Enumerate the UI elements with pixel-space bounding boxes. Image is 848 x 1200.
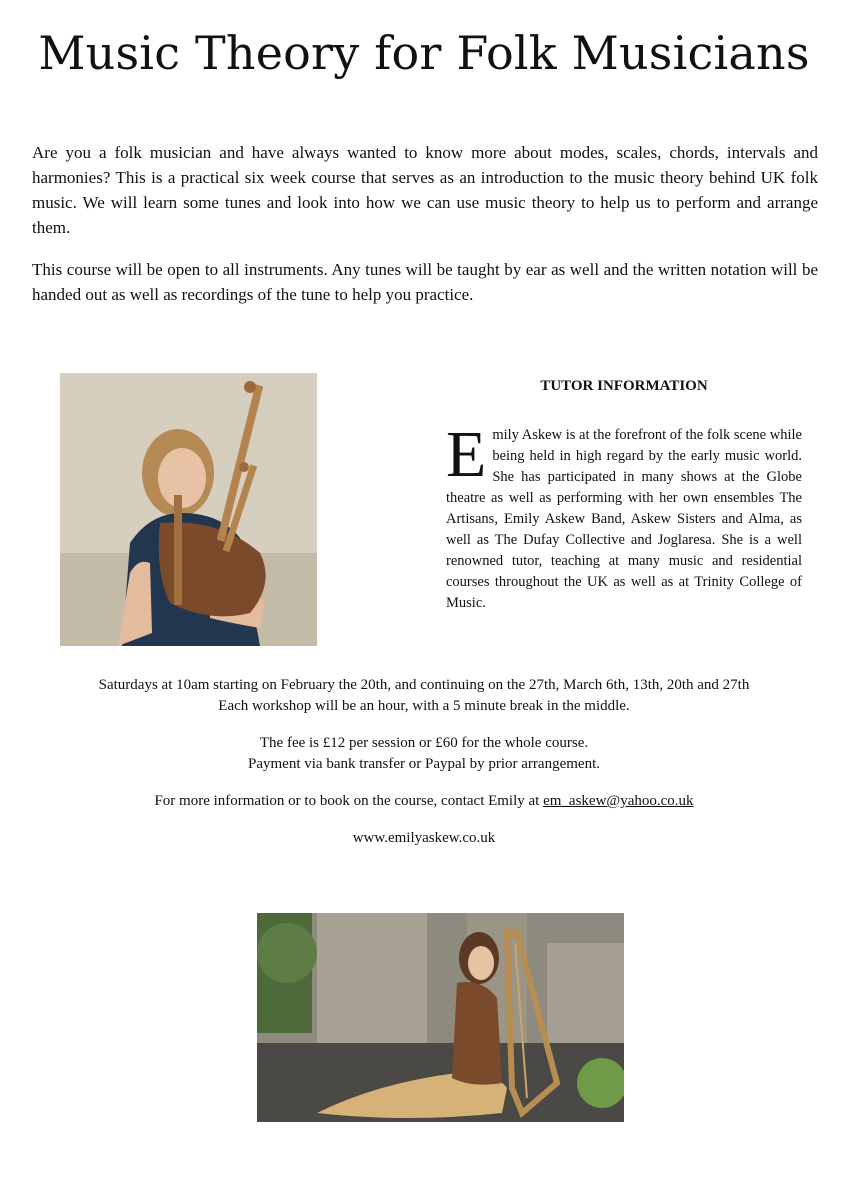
course-details	[0, 675, 848, 849]
contact-email-link[interactable]: em_askew@yahoo.co.uk	[543, 793, 694, 809]
tutor-bio	[446, 418, 802, 614]
fee-line-1: The fee is £12 per session or £60 for the whole course.	[259, 735, 589, 751]
intro-text	[32, 140, 818, 324]
intro-paragraph-1: Are you a folk musician and have always wanted to know more about modes, scales, chords, intervals and harmonies? This is a practical six week course that serves as an introduction to the music theory behind UK folk music. We will learn some tunes and look into how we can use music theory to help us to perform and arrange them.	[32, 143, 818, 237]
website-text: www.emilyaskew.co.uk	[352, 830, 496, 846]
tutor-harp-photo	[257, 913, 624, 1122]
intro-paragraph-2: This course will be open to all instruments. Any tunes will be taught by ear as well and the written notation will be handed out as well as recordings of the tune to help you practice.	[32, 260, 818, 304]
fee-line-2: Payment via bank transfer or Paypal by prior arrangement.	[248, 756, 600, 772]
tutor-bio-dropcap: E	[446, 418, 487, 491]
contact-text: For more information or to book on the course, contact Emily at	[154, 793, 544, 809]
tutor-bagpipe-photo	[60, 373, 317, 646]
page-title: Music Theory for Folk Musicians	[38, 26, 810, 80]
contact-line	[0, 791, 848, 812]
tutor-bio-text: mily Askew is at the forefront of the folk scene while being held in high regard by the early music world. She has participated in many shows at the Globe theatre as well as performing with her own ensembles The Artisans, Emily Askew Band, Askew Sisters and Alma, as well as The Dufay Collective and Joglaresa. She is a well renowned tutor, teaching at many music and residential courses throughout the UK as well as at Trinity College of Music.	[446, 427, 802, 611]
tutor-information-heading: TUTOR INFORMATION	[540, 378, 708, 394]
schedule-line-2: Each workshop will be an hour, with a 5 minute break in the middle.	[218, 698, 630, 714]
schedule-line-1: Saturdays at 10am starting on February the 20th, and continuing on the 27th, March 6th, 13th, 20th and 27th	[98, 677, 750, 693]
